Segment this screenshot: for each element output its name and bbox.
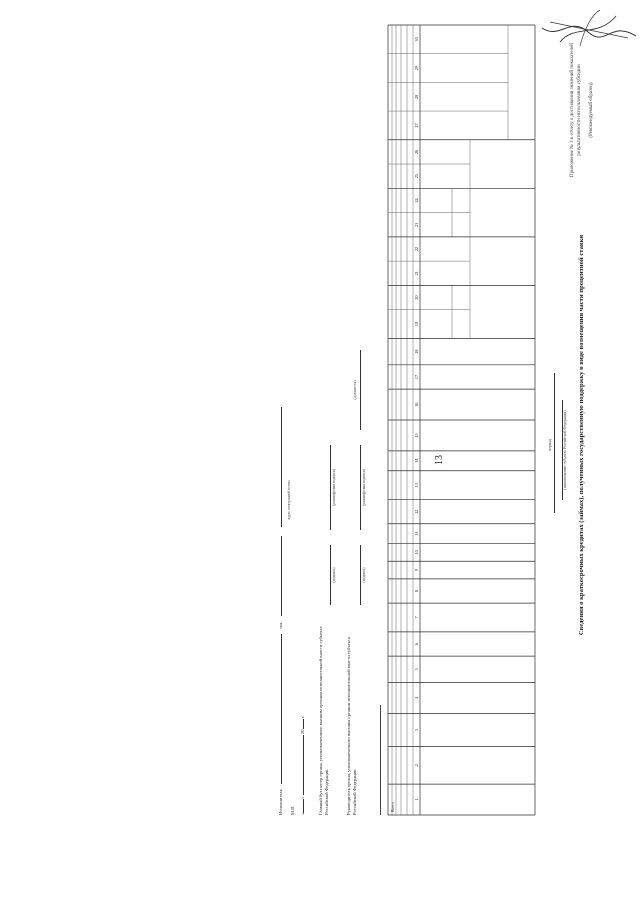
date-close-quote: » xyxy=(300,796,305,799)
column-number-8: 8 xyxy=(414,589,419,593)
column-number-17: 17 xyxy=(414,374,419,380)
email-line xyxy=(281,407,282,527)
table-column-numbers xyxy=(414,37,419,800)
accountant-signature-title: Главный бухгалтер органа, уполномоченного высшим органом исполнительной власти субъекта Российской Федерации xyxy=(318,626,329,815)
document-title: Сведения о краткосрочных кредитах (займах), полученных государственную поддержку в виде возмещения части процентной ставки xyxy=(578,234,585,636)
date-month-line xyxy=(303,735,304,795)
column-number-19: 19 xyxy=(414,321,419,327)
date-line-row xyxy=(300,615,306,815)
column-number-29: 29 xyxy=(414,65,419,71)
executor-name-line xyxy=(281,634,282,784)
appendix-line-1: Приложение № 3 к отчету о достижении значений показателей xyxy=(570,43,575,177)
column-number-25: 25 xyxy=(414,174,419,179)
date-year-line xyxy=(303,720,304,730)
column-number-28: 28 xyxy=(414,94,419,99)
column-number-26: 26 xyxy=(414,149,419,154)
accountant-signature-caption: (подпись) xyxy=(332,567,336,583)
column-number-6: 6 xyxy=(414,642,419,646)
column-number-12: 12 xyxy=(414,509,419,514)
column-number-13: 13 xyxy=(414,483,419,488)
column-number-15: 15 xyxy=(414,433,419,438)
column-number-10: 10 xyxy=(414,550,419,555)
column-number-24: 24 xyxy=(414,198,419,203)
phone-line xyxy=(281,536,282,616)
email-caption: адрес электронной почты xyxy=(287,480,291,520)
column-number-4: 4 xyxy=(414,696,419,700)
accountant-signature-line xyxy=(330,545,331,605)
head-name-line xyxy=(360,445,361,530)
appendix-form-note: (Рекомендуемый образец) xyxy=(589,82,594,138)
head-signature-caption: (подпись) xyxy=(362,567,366,583)
period-caption: период xyxy=(548,439,552,451)
column-number-3: 3 xyxy=(414,728,419,732)
column-number-20: 20 xyxy=(414,295,419,300)
accountant-name-line xyxy=(330,445,331,530)
date-day-line xyxy=(303,799,304,813)
column-number-23: 23 xyxy=(414,222,419,227)
total-row-label: Всего xyxy=(390,802,395,812)
column-number-11: 11 xyxy=(414,531,419,536)
handwritten-signature-mark xyxy=(540,5,640,50)
accountant-name-caption: (расшифровка подписи) xyxy=(332,469,336,506)
column-number-21: 21 xyxy=(414,271,419,276)
column-number-1: 1 xyxy=(414,798,419,801)
column-number-5: 5 xyxy=(414,668,419,671)
date-year-prefix: 20 xyxy=(300,729,305,735)
head-signature-line xyxy=(360,545,361,605)
phone-label: тел. xyxy=(278,621,283,629)
date-year-letter: г. xyxy=(300,715,305,719)
head-signature-title: Руководитель органа, уполномоченного высшим органом исполнительной власти субъекта Российской Федерации xyxy=(346,637,357,815)
column-number-2: 2 xyxy=(414,764,419,767)
column-number-16: 16 xyxy=(414,402,419,407)
column-number-14: 14 xyxy=(414,458,419,463)
table-footnote xyxy=(380,395,383,815)
subject-name-caption: (наименование субъекта Российской Федерации) xyxy=(563,410,567,490)
executor-label: Исполнитель xyxy=(278,789,283,815)
table-grid-lines xyxy=(388,25,535,815)
column-number-7: 7 xyxy=(414,616,419,619)
column-number-18: 18 xyxy=(414,349,419,354)
footnote-rule xyxy=(380,705,381,815)
head-position-caption: (должность) xyxy=(353,380,357,400)
page-number: 13 xyxy=(434,455,445,465)
executor-row xyxy=(278,255,284,815)
head-position-line xyxy=(360,350,361,430)
appendix-line-2: результативности использования субсидии xyxy=(576,64,582,156)
column-number-27: 27 xyxy=(414,123,419,128)
stamp-label: М.П. xyxy=(290,805,295,815)
date-open-quote: « xyxy=(300,812,305,815)
column-number-9: 9 xyxy=(414,569,419,572)
column-number-30: 30 xyxy=(414,37,419,42)
column-number-22: 22 xyxy=(414,246,419,252)
head-name-caption: (расшифровка подписи) xyxy=(362,469,366,506)
